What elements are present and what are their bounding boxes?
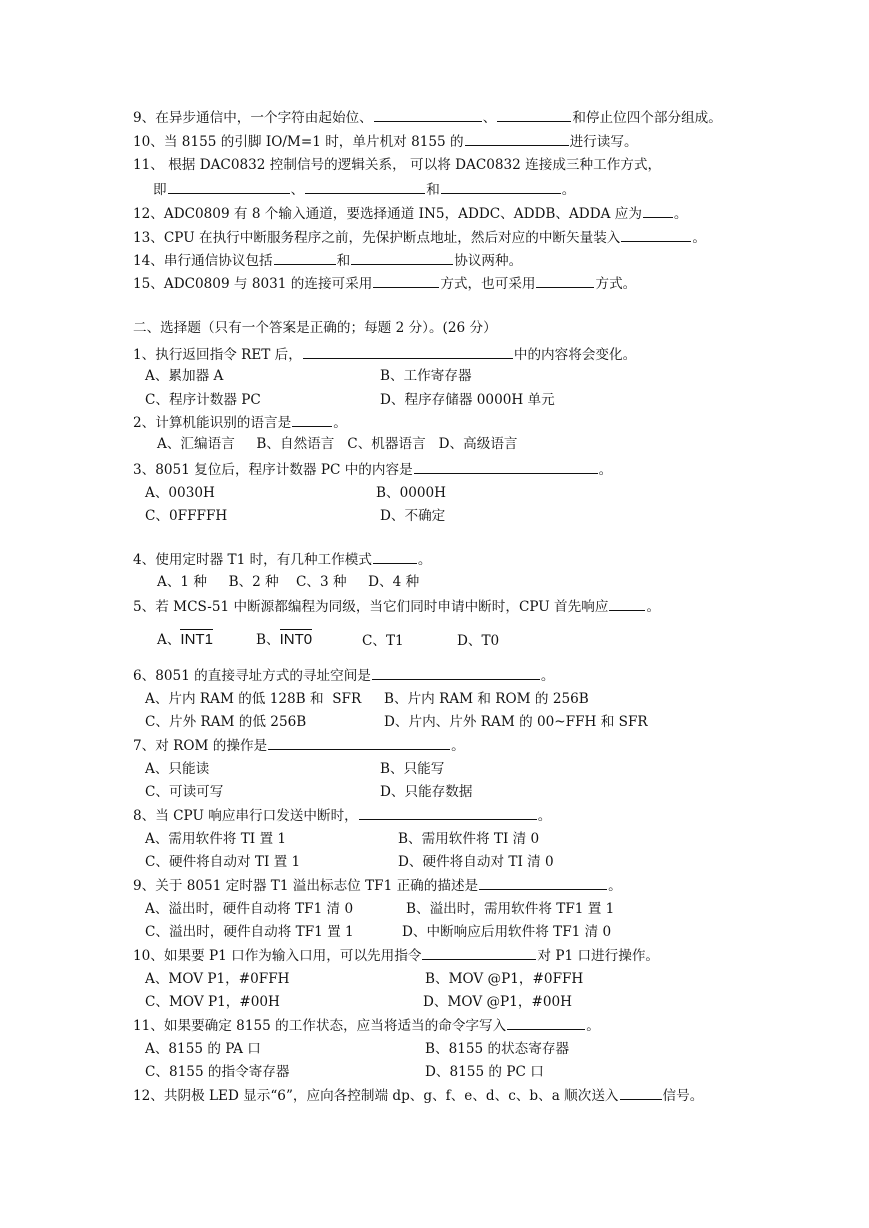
int1-overbar: INT1 [180,631,213,648]
question-text: 和 [426,182,440,198]
question-text: 和 [336,253,351,269]
mc-q1: 1、执行返回指令 RET 后， 中的内容将会变化。 [133,344,636,365]
mc-q7: 7、对 ROM 的操作是 。 [133,735,465,756]
q6-option-d: D、片内、片外 RAM 的 00~FFH 和 SFR [384,714,648,730]
question-text: 11、 根据 DAC0832 控制信号的逻辑关系， 可以将 DAC0832 连接成三种工作方式， [133,157,662,173]
question-text: 。 [692,230,706,246]
answer-blank[interactable] [373,273,439,288]
answer-blank[interactable] [303,344,513,359]
mc-q5: 5、若 MCS-51 中断源都编程为同级，当它们同时申请中断时，CPU 首先响应 。 [133,596,660,617]
q8-option-a: A、需用软件将 TI 置 1 [145,831,287,847]
q9-option-b: B、溢出时，需用软件将 TF1 置 1 [406,901,615,917]
q7-option-c: C、可读可写 [145,784,224,800]
answer-blank[interactable] [497,107,571,122]
q3-option-a: A、0030H [145,485,215,501]
mc-q11: 11、如果要确定 8155 的工作状态，应当将适当的命令字写入 。 [133,1015,600,1036]
answer-blank[interactable] [292,412,332,427]
answer-blank[interactable] [359,805,537,820]
question-text: 15、ADC0809 与 8031 的连接可采用 [133,276,373,292]
answer-blank[interactable] [507,1015,585,1030]
q10-option-c: C、MOV P1，#00H [145,994,280,1010]
fill-question-q12 [133,203,688,224]
answer-blank[interactable] [422,945,536,960]
q7-option-a: A、只能读 [145,761,210,777]
q6-option-c: C、片外 RAM 的低 256B [145,714,307,730]
fill-question-q13 [133,227,706,248]
answer-blank[interactable] [268,735,450,750]
q11-option-b: B、8155 的状态寄存器 [425,1041,570,1057]
q9-option-d: D、中断响应后用软件将 TF1 清 0 [402,924,612,940]
q5-option-c: C、T1 [362,633,404,649]
answer-blank[interactable] [536,273,594,288]
question-text: 9、在异步通信中，一个字符由起始位、 [133,110,373,126]
question-text: 13、CPU 在执行中断服务程序之前，先保护断点地址，然后对应的中断矢量装入 [133,230,621,246]
fill-question-q11b [153,179,575,200]
q9-option-a: A、溢出时，硬件自动将 TF1 清 0 [145,901,354,917]
q9-option-c: C、溢出时，硬件自动将 TF1 置 1 [145,924,354,940]
fill-question-q10 [133,131,638,152]
answer-blank[interactable] [441,179,561,194]
q3-option-c: C、0FFFFH [145,508,228,524]
mc-q9: 9、关于 8051 定时器 T1 溢出标志位 TF1 正确的描述是 。 [133,875,622,896]
q1-option-a: A、累加器 A [145,368,224,384]
q7-option-d: D、只能存数据 [380,784,473,800]
answer-blank[interactable] [168,179,290,194]
answer-blank[interactable] [643,203,673,218]
question-text: 和停止位四个部分组成。 [572,110,722,126]
q4-options: A、1 种 B、2 种 C、3 种 D、4 种 [157,574,420,590]
q11-option-a: A、8155 的 PA 口 [145,1041,261,1057]
q5-option-d: D、T0 [457,633,500,649]
q10-option-a: A、MOV P1，#0FFH [145,971,290,987]
question-text: 即 [153,182,167,198]
mc-q12: 12、共阴极 LED 显示“6”，应向各控制端 dp、g、f、e、d、c、b、a 顺次送入 信号。 [133,1085,703,1106]
q5-option-b: B、INT0 [256,631,313,648]
q6-option-b: B、片内 RAM 和 ROM 的 256B [384,691,589,707]
question-text: 14、串行通信协议包括 [133,253,273,269]
fill-question-q15 [133,273,636,294]
mc-q10: 10、如果要 P1 口作为输入口用，可以先用指令 对 P1 口进行操作。 [133,945,659,966]
answer-blank[interactable] [414,459,598,474]
question-text: 进行读写。 [569,134,638,150]
fill-question-q14 [133,250,522,271]
question-text: 协议两种。 [454,253,523,269]
question-text: 12、ADC0809 有 8 个输入通道，要选择通道 IN5，ADDC、ADDB、ADDA 应为 [133,206,642,222]
question-text: 、 [290,182,305,198]
fill-question-q11a [133,155,661,175]
answer-blank[interactable] [465,131,569,146]
q11-option-c: C、8155 的指令寄存器 [145,1064,290,1080]
q11-option-d: D、8155 的 PC 口 [425,1064,544,1080]
answer-blank[interactable] [373,549,417,564]
mc-q3: 3、8051 复位后，程序计数器 PC 中的内容是 。 [133,459,612,480]
answer-blank[interactable] [620,1085,662,1100]
answer-blank[interactable] [351,250,453,265]
answer-blank[interactable] [374,107,482,122]
question-text: 方式，也可采用 [440,276,536,292]
question-text: 方式。 [595,276,637,292]
q1-option-c: C、程序计数器 PC [145,392,261,408]
answer-blank[interactable] [621,227,691,242]
q3-option-b: B、0000H [376,485,447,501]
q7-option-b: B、只能写 [380,761,445,777]
answer-blank[interactable] [372,665,540,680]
fill-question-q9 [133,107,722,128]
q8-option-c: C、硬件将自动对 TI 置 1 [145,854,301,870]
answer-blank[interactable] [479,875,607,890]
question-text: 、 [482,110,497,126]
int0-overbar: INT0 [279,631,313,648]
q10-option-d: D、MOV @P1，#00H [423,994,572,1010]
q5-option-a: A、INT1 [157,631,213,648]
section2-heading: 二、选择题（只有一个答案是正确的；每题 2 分）。(26 分） [133,320,497,336]
mc-q6: 6、8051 的直接寻址方式的寻址空间是 。 [133,665,554,686]
q10-option-b: B、MOV @P1，#0FFH [425,971,584,987]
question-text: 。 [561,182,576,198]
question-text: 。 [673,206,688,222]
q8-option-b: B、需用软件将 TI 清 0 [398,831,540,847]
answer-blank[interactable] [609,596,645,611]
q3-option-d: D、不确定 [380,508,446,524]
question-text: 10、当 8155 的引脚 IO/M=1 时，单片机对 8155 的 [133,134,464,150]
answer-blank[interactable] [305,179,425,194]
mc-q2: 2、计算机能识别的语言是 。 [133,412,347,433]
q1-option-b: B、工作寄存器 [380,368,472,384]
answer-blank[interactable] [274,250,336,265]
q6-option-a: A、片内 RAM 的低 128B 和 SFR [145,691,362,707]
mc-q4: 4、使用定时器 T1 时，有几种工作模式 。 [133,549,432,570]
q2-options: A、汇编语言 B、自然语言 C、机器语言 D、高级语言 [157,436,518,452]
mc-q8: 8、当 CPU 响应串行口发送中断时， 。 [133,805,551,826]
q1-option-d: D、程序存储器 0000H 单元 [380,392,555,408]
q8-option-d: D、硬件将自动对 TI 清 0 [398,854,554,870]
